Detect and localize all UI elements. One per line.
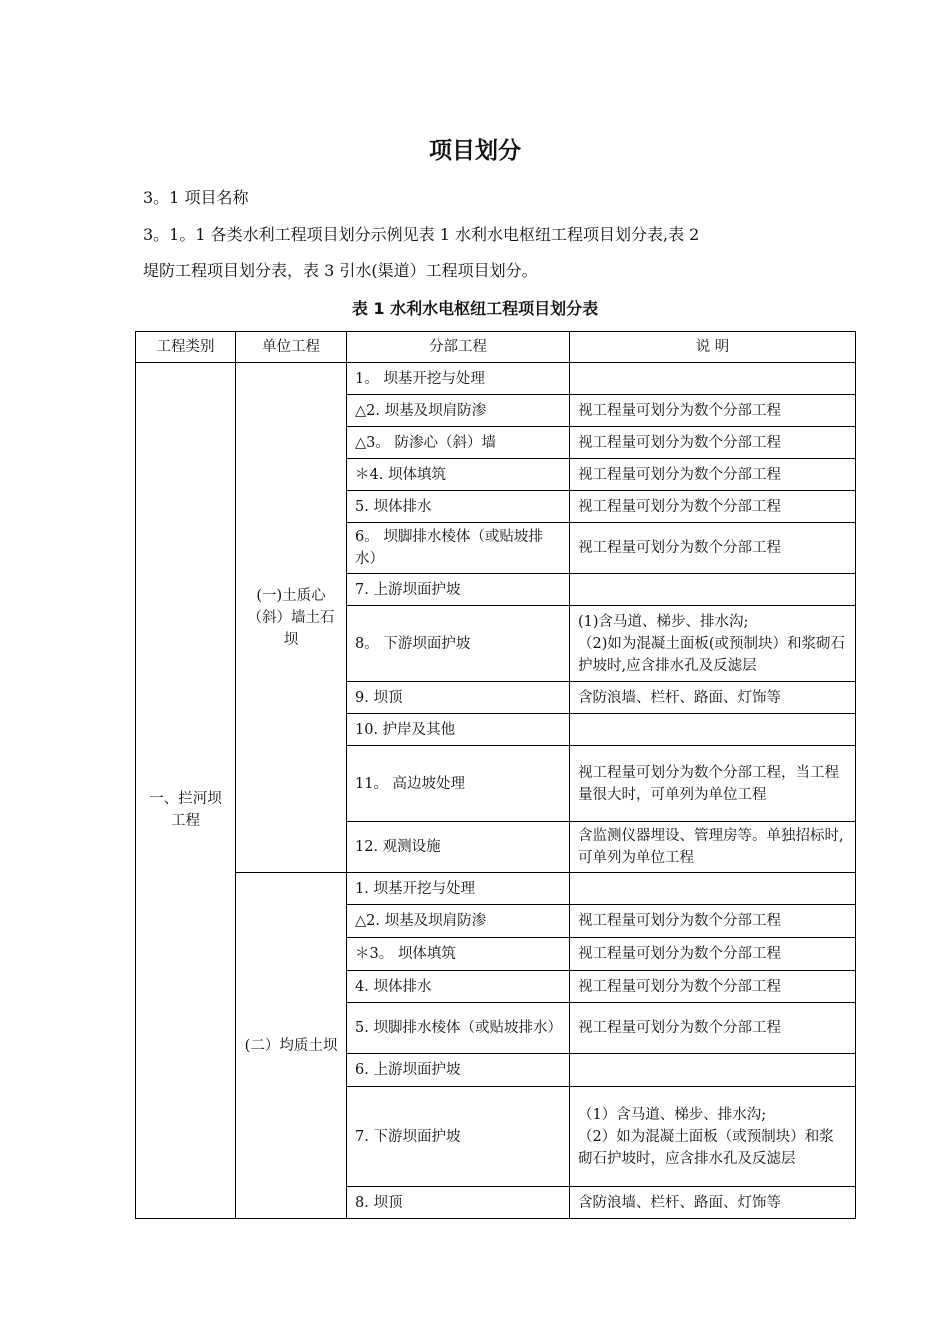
note-cell xyxy=(570,938,856,971)
note-cell xyxy=(570,1187,856,1219)
document-title: 项目划分 xyxy=(429,138,521,164)
header-category: 工程类别 xyxy=(136,332,236,363)
sub-project-cell: 5. 坝脚排水棱体（或贴坡排水） xyxy=(347,1003,570,1054)
note-text: 视工程量可划分为数个分部工程 xyxy=(578,402,781,419)
note-cell xyxy=(570,682,856,714)
note-cell xyxy=(570,459,856,491)
sub-project-cell: 6. 上游坝面护坡 xyxy=(347,1054,570,1087)
sub-project-cell: △2. 坝基及坝肩防渗 xyxy=(347,905,570,938)
note-text: 视工程量可划分为数个分部工程 xyxy=(578,498,781,515)
sub-project-cell: △2. 坝基及坝肩防渗 xyxy=(347,395,570,427)
note-cell xyxy=(570,822,856,873)
table-row xyxy=(136,873,856,905)
sub-project-cell: 1. 坝基开挖与处理 xyxy=(347,873,570,905)
note-text: 视工程量可划分为数个分部工程 xyxy=(578,913,781,929)
note-cell xyxy=(570,971,856,1003)
note-cell xyxy=(570,746,856,822)
table-header-row xyxy=(136,332,856,363)
note-cell xyxy=(570,395,856,427)
section-heading: 3。1 项目名称 xyxy=(143,188,249,207)
note-text: 视工程量可划分为数个分部工程，当工程量很大时，可单列为单位工程 xyxy=(578,764,839,803)
note-text: （2)如为混凝土面板(或预制块）和浆砌石护坡时,应含排水孔及反滤层 xyxy=(578,635,846,674)
note-text: (1)含马道、梯步、排水沟; xyxy=(578,613,749,630)
note-cell xyxy=(570,606,856,682)
note-cell xyxy=(570,873,856,905)
sub-project-cell: 4. 坝体排水 xyxy=(347,971,570,1003)
sub-project-cell: 5. 坝体排水 xyxy=(347,491,570,523)
unit-project-cell: (二）均质土坝 xyxy=(236,873,347,1219)
note-cell xyxy=(570,363,856,395)
sub-project-cell: 8。 下游坝面护坡 xyxy=(347,606,570,682)
sub-project-cell: 12. 观测设施 xyxy=(347,822,570,873)
note-cell xyxy=(570,574,856,606)
note-text: 视工程量可划分为数个分部工程 xyxy=(578,978,781,995)
header-unit: 单位工程 xyxy=(236,332,347,363)
note-cell xyxy=(570,1087,856,1187)
sub-project-cell: 8. 坝顶 xyxy=(347,1187,570,1219)
sub-project-cell: 7. 上游坝面护坡 xyxy=(347,574,570,606)
note-cell xyxy=(570,714,856,746)
sub-project-cell: ＊4. 坝体填筑 xyxy=(347,459,570,491)
sub-project-cell: 7. 下游坝面护坡 xyxy=(347,1087,570,1187)
note-text: 含防浪墙、栏杆、路面、灯饰等 xyxy=(578,689,781,706)
project-division-table xyxy=(135,331,856,1219)
note-cell xyxy=(570,1003,856,1054)
note-text: 视工程量可划分为数个分部工程 xyxy=(578,466,781,483)
note-text: （2）如为混凝土面板（或预制块）和浆砌石护坡时，应含排水孔及反滤层 xyxy=(578,1128,834,1167)
sub-project-cell: ＊3。 坝体填筑 xyxy=(347,938,570,971)
header-part: 分部工程 xyxy=(347,332,570,363)
note-text: 视工程量可划分为数个分部工程 xyxy=(578,540,781,556)
note-text: 视工程量可划分为数个分部工程 xyxy=(578,946,781,962)
note-cell xyxy=(570,905,856,938)
body-paragraph-line-2: 堤防工程项目划分表，表 3 引水(渠道）工程项目划分。 xyxy=(143,261,538,280)
table-row xyxy=(136,363,856,395)
note-cell xyxy=(570,491,856,523)
note-text: 含监测仪器埋设、管理房等。单独招标时,可单列为单位工程 xyxy=(578,828,844,866)
header-note: 说 明 xyxy=(570,332,856,363)
unit-project-cell: (一)土质心（斜）墙土石坝 xyxy=(236,363,347,873)
note-text: 视工程量可划分为数个分部工程 xyxy=(578,1020,781,1036)
note-text: （1）含马道、梯步、排水沟; xyxy=(578,1106,767,1123)
sub-project-cell: 10. 护岸及其他 xyxy=(347,714,570,746)
sub-project-cell: 1。 坝基开挖与处理 xyxy=(347,363,570,395)
body-paragraph-line-1: 3。1。1 各类水利工程项目划分示例见表 1 水利水电枢纽工程项目划分表,表 2 xyxy=(143,225,700,244)
note-text: 视工程量可划分为数个分部工程 xyxy=(578,434,781,451)
sub-project-cell: 6。 坝脚排水棱体（或贴坡排水） xyxy=(347,523,570,574)
note-cell xyxy=(570,427,856,459)
note-cell xyxy=(570,523,856,574)
engineering-category-cell: 一、拦河坝工程 xyxy=(136,363,236,1219)
sub-project-cell: 9. 坝顶 xyxy=(347,682,570,714)
sub-project-cell: △3。 防渗心（斜）墙 xyxy=(347,427,570,459)
note-cell xyxy=(570,1054,856,1087)
note-text: 含防浪墙、栏杆、路面、灯饰等 xyxy=(578,1194,781,1211)
table-caption: 表 1 水利水电枢纽工程项目划分表 xyxy=(351,299,599,318)
sub-project-cell: 11。 高边坡处理 xyxy=(347,746,570,822)
